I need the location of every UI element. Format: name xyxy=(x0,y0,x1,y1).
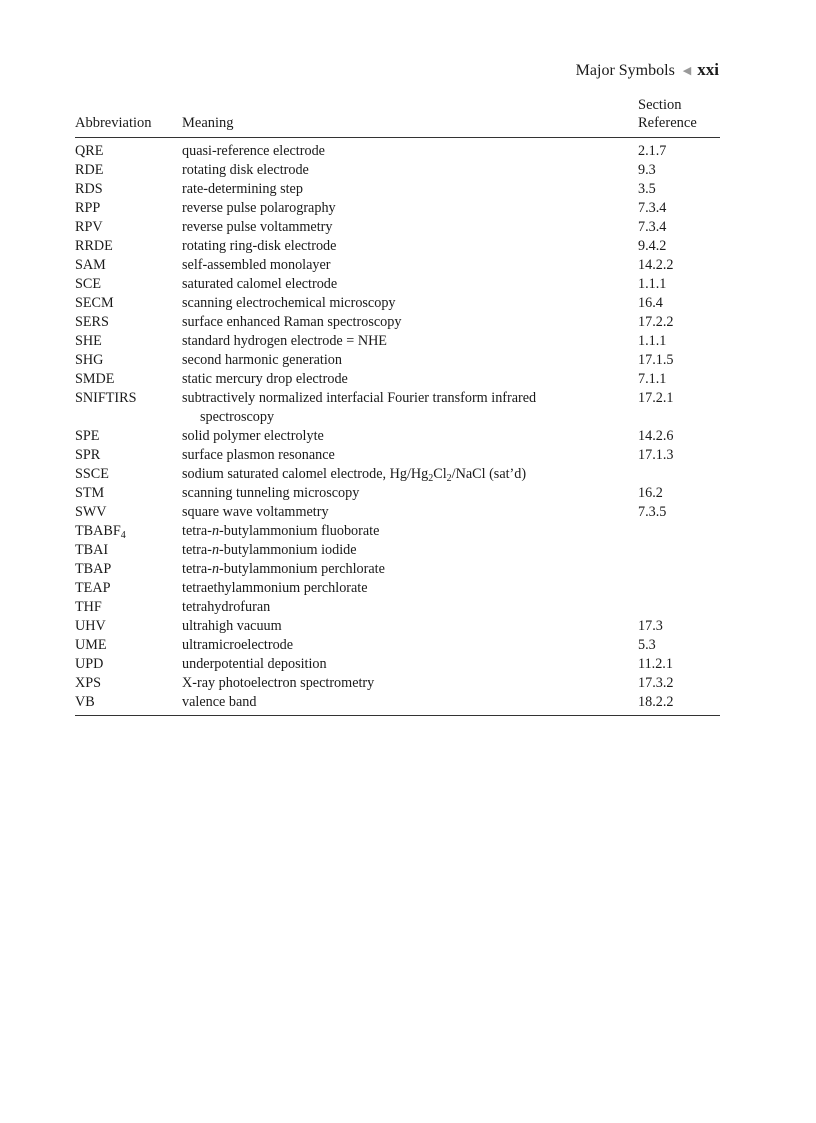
abbreviations-table xyxy=(75,96,720,716)
table-row xyxy=(75,313,720,332)
section-reference-cell: 17.3.2 xyxy=(638,675,674,691)
meaning-cell xyxy=(182,237,638,256)
table-row xyxy=(75,674,720,693)
abbreviation-cell: SHE xyxy=(75,333,102,349)
meaning-text: solid polymer electrolyte xyxy=(182,428,324,444)
abbreviation-cell: SNIFTIRS xyxy=(75,390,137,406)
abbreviation-cell: SWV xyxy=(75,504,107,520)
section-reference-cell: 17.2.1 xyxy=(638,390,674,406)
section-reference-cell: 9.4.2 xyxy=(638,238,667,254)
abbreviation-cell: SECM xyxy=(75,295,114,311)
section-reference-cell: 17.1.3 xyxy=(638,447,674,463)
section-reference-cell xyxy=(638,598,720,617)
section-reference-cell: 7.3.4 xyxy=(638,200,667,216)
abbreviation-cell: RDE xyxy=(75,162,104,178)
meaning-text: reverse pulse polarography xyxy=(182,200,336,216)
table-row xyxy=(75,389,720,427)
meaning-cell xyxy=(182,370,638,389)
table-row xyxy=(75,560,720,579)
section-reference-cell: 16.4 xyxy=(638,295,663,311)
meaning-text: square wave voltammetry xyxy=(182,504,329,520)
table-row xyxy=(75,446,720,465)
meaning-text: tetra-n-butylammonium perchlorate xyxy=(182,561,385,577)
meaning-text: X-ray photoelectron spectrometry xyxy=(182,675,375,691)
abbreviation-cell: SERS xyxy=(75,314,109,330)
table-row xyxy=(75,218,720,237)
meaning-cell xyxy=(182,446,638,465)
column-header-meaning: Meaning xyxy=(182,115,234,131)
abbreviation-cell: RRDE xyxy=(75,238,113,254)
left-triangle-icon: ◀ xyxy=(682,65,692,77)
section-reference-cell: 5.3 xyxy=(638,637,656,653)
table-row xyxy=(75,138,720,162)
meaning-text: scanning electrochemical microscopy xyxy=(182,295,396,311)
meaning-text: ultramicroelectrode xyxy=(182,637,294,653)
table-row xyxy=(75,237,720,256)
meaning-text: tetra-n-butylammonium iodide xyxy=(182,542,357,558)
section-reference-cell xyxy=(638,579,720,598)
meaning-cell xyxy=(182,161,638,180)
section-reference-cell: 9.3 xyxy=(638,162,656,178)
page-number: xxi xyxy=(697,60,719,79)
meaning-cell xyxy=(182,218,638,237)
meaning-text: underpotential deposition xyxy=(182,656,327,672)
meaning-cell xyxy=(182,180,638,199)
table-row xyxy=(75,541,720,560)
meaning-text: reverse pulse voltammetry xyxy=(182,219,333,235)
meaning-cell xyxy=(182,636,638,655)
abbreviation-cell: $TBABF_4$ xyxy=(75,523,126,541)
table-row xyxy=(75,465,720,484)
meaning-cell xyxy=(182,351,638,370)
table-row xyxy=(75,617,720,636)
table-row xyxy=(75,180,720,199)
meaning-cell xyxy=(182,427,638,446)
meaning-text: self-assembled monolayer xyxy=(182,257,331,273)
section-reference-cell xyxy=(638,465,720,484)
meaning-text: surface plasmon resonance xyxy=(182,447,335,463)
meaning-text: rate-determining step xyxy=(182,181,303,197)
meaning-cell xyxy=(182,674,638,693)
meaning-cell xyxy=(182,579,638,598)
abbreviation-cell: SCE xyxy=(75,276,102,292)
meaning-cell xyxy=(182,138,638,162)
meaning-text: static mercury drop electrode xyxy=(182,371,348,387)
abbreviation-cell: RPV xyxy=(75,219,103,235)
meaning-cell xyxy=(182,598,638,617)
meaning-cell xyxy=(182,313,638,332)
abbreviation-cell: SPE xyxy=(75,428,100,444)
table-row xyxy=(75,275,720,294)
section-title: Major Symbols xyxy=(575,62,675,79)
meaning-text: second harmonic generation xyxy=(182,352,342,368)
abbreviation-cell: SHG xyxy=(75,352,104,368)
abbreviation-cell: VB xyxy=(75,694,95,710)
meaning-cell xyxy=(182,655,638,674)
table-row xyxy=(75,636,720,655)
meaning-text: quasi-reference electrode xyxy=(182,143,325,159)
section-reference-cell: 7.1.1 xyxy=(638,371,667,387)
section-reference-cell: 7.3.4 xyxy=(638,219,667,235)
section-reference-cell: 1.1.1 xyxy=(638,333,667,349)
meaning-text: valence band xyxy=(182,694,257,710)
meaning-cell xyxy=(182,199,638,218)
section-reference-cell: 3.5 xyxy=(638,181,656,197)
meaning-text: surface enhanced Raman spectroscopy xyxy=(182,314,402,330)
table-row xyxy=(75,427,720,446)
table-row xyxy=(75,484,720,503)
abbreviation-cell: RDS xyxy=(75,181,103,197)
table-row xyxy=(75,503,720,522)
table-row xyxy=(75,199,720,218)
meaning-cell xyxy=(182,332,638,351)
abbreviation-cell: UHV xyxy=(75,618,106,634)
meaning-cell xyxy=(182,503,638,522)
table-header-row xyxy=(75,96,720,138)
running-header xyxy=(576,60,719,80)
section-reference-cell xyxy=(638,560,720,579)
section-reference-cell: 17.3 xyxy=(638,618,663,634)
meaning-continuation: spectroscopy xyxy=(200,409,275,425)
section-reference-cell: 14.2.6 xyxy=(638,428,674,444)
column-header-section-reference xyxy=(638,96,720,138)
meaning-cell xyxy=(182,484,638,503)
table-row xyxy=(75,579,720,598)
section-reference-cell: 18.2.2 xyxy=(638,694,674,710)
meaning-cell xyxy=(182,617,638,636)
abbreviation-cell: TBAP xyxy=(75,561,112,577)
table-row xyxy=(75,693,720,716)
section-reference-cell: 17.2.2 xyxy=(638,314,674,330)
table-row xyxy=(75,332,720,351)
abbreviation-cell: XPS xyxy=(75,675,102,691)
section-reference-cell xyxy=(638,541,720,560)
table-row xyxy=(75,351,720,370)
section-reference-cell: 14.2.2 xyxy=(638,257,674,273)
section-reference-cell: 7.3.5 xyxy=(638,504,667,520)
abbreviation-cell: TBAI xyxy=(75,542,109,558)
abbreviation-cell: SPR xyxy=(75,447,101,463)
meaning-text: tetra-n-butylammonium fluoborate xyxy=(182,523,380,539)
abbreviation-cell: UPD xyxy=(75,656,104,672)
meaning-text: sodium saturated calomel electrode, $Hg/Hg_2Cl_2$/NaCl (sat’d) xyxy=(182,466,527,484)
meaning-text: rotating ring-disk electrode xyxy=(182,238,337,254)
column-header-section-line2: Reference xyxy=(638,115,697,131)
abbreviation-cell: STM xyxy=(75,485,105,501)
meaning-text: scanning tunneling microscopy xyxy=(182,485,360,501)
abbreviation-cell: THF xyxy=(75,599,102,615)
column-header-section-line1: Section xyxy=(638,97,682,113)
meaning-cell xyxy=(182,541,638,560)
table-row xyxy=(75,522,720,541)
section-reference-cell: 1.1.1 xyxy=(638,276,667,292)
table-row xyxy=(75,256,720,275)
meaning-text: standard hydrogen electrode = NHE xyxy=(182,333,387,349)
meaning-cell xyxy=(182,465,638,484)
table-row xyxy=(75,598,720,617)
meaning-cell xyxy=(182,256,638,275)
meaning-cell xyxy=(182,275,638,294)
abbreviation-cell: RPP xyxy=(75,200,101,216)
meaning-cell xyxy=(182,560,638,579)
section-reference-cell: 17.1.5 xyxy=(638,352,674,368)
column-header-abbreviation: Abbreviation xyxy=(75,115,152,131)
meaning-text: subtractively normalized interfacial Fourier transform infrared xyxy=(182,390,537,406)
table-row xyxy=(75,294,720,313)
meaning-cell xyxy=(182,522,638,541)
meaning-text: rotating disk electrode xyxy=(182,162,309,178)
meaning-text: ultrahigh vacuum xyxy=(182,618,282,634)
meaning-text: tetrahydrofuran xyxy=(182,599,271,615)
abbreviation-cell: SAM xyxy=(75,257,106,273)
abbreviation-cell: QRE xyxy=(75,143,104,159)
abbreviation-cell: TEAP xyxy=(75,580,111,596)
table-row xyxy=(75,161,720,180)
abbreviation-cell: SMDE xyxy=(75,371,115,387)
section-reference-cell xyxy=(638,522,720,541)
meaning-text: tetraethylammonium perchlorate xyxy=(182,580,368,596)
abbreviation-cell: SSCE xyxy=(75,466,109,482)
section-reference-cell: 2.1.7 xyxy=(638,143,667,159)
meaning-cell xyxy=(182,389,638,427)
section-reference-cell: 11.2.1 xyxy=(638,656,673,672)
meaning-text: saturated calomel electrode xyxy=(182,276,338,292)
meaning-cell xyxy=(182,294,638,313)
abbreviation-cell: UME xyxy=(75,637,107,653)
table-row xyxy=(75,370,720,389)
section-reference-cell: 16.2 xyxy=(638,485,663,501)
meaning-cell xyxy=(182,693,638,716)
table-row xyxy=(75,655,720,674)
